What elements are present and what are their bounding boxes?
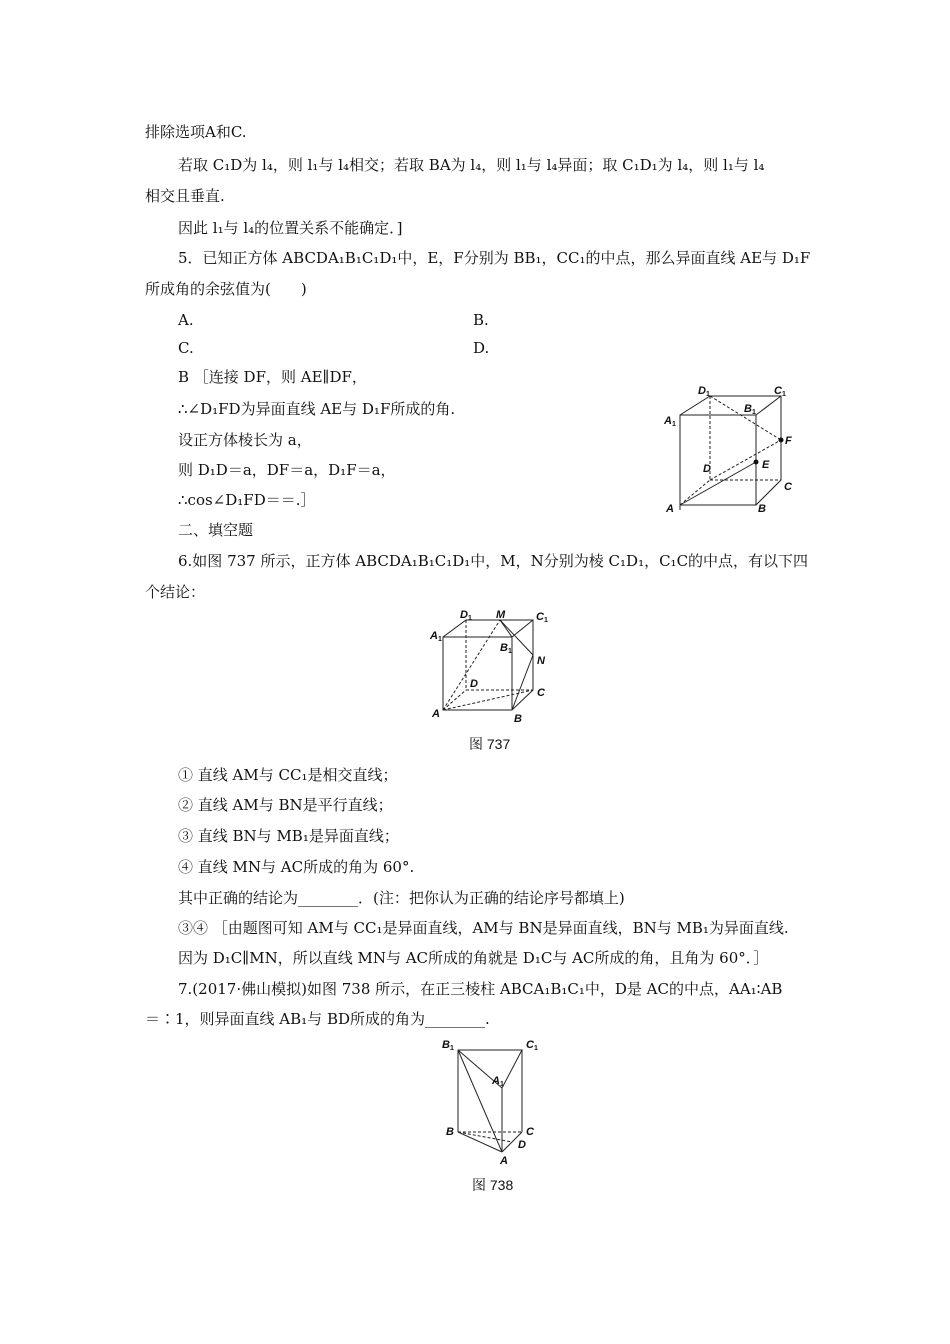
label-c1-sub: 1 <box>534 1045 538 1052</box>
label-d: D <box>703 463 711 475</box>
text-line: ＝∶1，则异面直线 AB₁与 BD所成的角为________. <box>145 1010 490 1028</box>
prism-figure-738 <box>438 1036 548 1166</box>
label-c1: C <box>536 611 544 623</box>
label-b1: B <box>442 1039 450 1051</box>
text-line: 因为 D₁C∥MN，所以直线 MN与 AC所成的角就是 D₁C与 AC所成的角，且角为 60°．］ <box>178 949 769 967</box>
label-a: A <box>666 503 674 515</box>
label-d1: D <box>698 385 706 397</box>
statement-2: ② 直线 AM与 BN是平行直线； <box>178 796 393 814</box>
label-a: A <box>432 708 440 720</box>
question-6: 6.如图 737 所示，正方体 ABCDA₁B₁C₁D₁中，M，N分别为棱 C₁D₁，C₁C的中点，有以下四 <box>178 552 809 570</box>
label-c1-sub: 1 <box>544 617 548 624</box>
option-d: D. <box>473 339 490 357</box>
text-line: 则 D₁D＝a，DF＝a，D₁F＝a， <box>178 461 396 479</box>
label-n: N <box>537 655 545 667</box>
label-c1: C <box>774 385 782 397</box>
label-f: F <box>785 435 792 447</box>
text-line: 其中正确的结论为________．(注：把你认为正确的结论序号都填上) <box>178 889 625 907</box>
section-heading: 二、填空题 <box>178 521 254 539</box>
label-a1-sub: 1 <box>438 636 442 643</box>
text-line: 若取 C₁D为 l₄，则 l₁与 l₄相交；若取 BA为 l₄，则 l₁与 l₄异面；取 C₁D₁为 l₄，则 l₁与 l₄ <box>178 156 765 174</box>
text-line: ∴∠D₁FD为异面直线 AE与 D₁F所成的角. <box>178 400 456 418</box>
answer-6: ③④ ［由题图可知 AM与 CC₁是异面直线，AM与 BN是异面直线，BN与 MB₁为异面直线. <box>178 919 789 937</box>
text-line: ∴cos∠D₁FD＝＝.］ <box>178 491 316 509</box>
text-line: 排除选项A和C. <box>145 123 247 141</box>
text-line: 个结论： <box>145 583 206 601</box>
label-b: B <box>514 713 522 725</box>
question-7: 7.(2017·佛山模拟)如图 738 所示，在正三棱柱 ABCA₁B₁C₁中，D是 AC的中点，AA₁∶AB <box>178 980 783 998</box>
cube-figure-1 <box>658 380 798 515</box>
option-a: A. <box>178 311 194 329</box>
label-c: C <box>526 1126 534 1138</box>
label-m: M <box>496 609 506 621</box>
label-b1: B <box>500 642 508 654</box>
answer-5: B ［连接 DF，则 AE∥DF， <box>178 368 367 386</box>
label-a: A <box>500 1155 508 1166</box>
label-a1: A <box>664 415 672 427</box>
figure-caption-738: 图 738 <box>472 1177 514 1193</box>
label-c: C <box>784 481 792 493</box>
text-line: 所成角的余弦值为( ) <box>145 280 307 298</box>
label-b: B <box>446 1126 454 1138</box>
label-b1-sub: 1 <box>508 648 512 655</box>
label-b1-sub: 1 <box>450 1045 454 1052</box>
label-d1: D <box>460 609 468 621</box>
label-b: B <box>758 503 766 515</box>
statement-3: ③ 直线 BN与 MB₁是异面直线； <box>178 827 399 845</box>
statement-1: ① 直线 AM与 CC₁是相交直线； <box>178 766 398 784</box>
label-b1: B <box>744 403 752 415</box>
label-a1-sub: 1 <box>500 1081 504 1088</box>
label-a1-sub: 1 <box>672 421 676 428</box>
option-b: B. <box>473 311 489 329</box>
figure-caption-737: 图 737 <box>469 736 511 752</box>
label-c1: C <box>526 1039 534 1051</box>
label-a1: A <box>430 630 438 642</box>
label-d1-sub: 1 <box>706 391 710 398</box>
label-d: D <box>470 678 478 690</box>
label-e: E <box>762 459 770 471</box>
label-c1-sub: 1 <box>782 391 786 398</box>
text-line: 设正方体棱长为 a， <box>178 431 312 449</box>
text-line: 因此 l₁与 l₄的位置关系不能确定．] <box>178 219 403 237</box>
label-c: C <box>537 687 545 699</box>
label-d1-sub: 1 <box>468 615 472 622</box>
label-a1: A <box>492 1075 500 1087</box>
question-5: 5．已知正方体 ABCDA₁B₁C₁D₁中，E，F分别为 BB₁，CC₁的中点，那么异面直线 AE与 D₁F <box>178 249 811 267</box>
statement-4: ④ 直线 MN与 AC所成的角为 60°. <box>178 858 415 876</box>
label-d: D <box>518 1139 526 1151</box>
option-c: C. <box>178 339 194 357</box>
cube-figure-737 <box>428 607 558 727</box>
label-b1-sub: 1 <box>752 409 756 416</box>
text-line: 相交且垂直. <box>145 187 225 205</box>
